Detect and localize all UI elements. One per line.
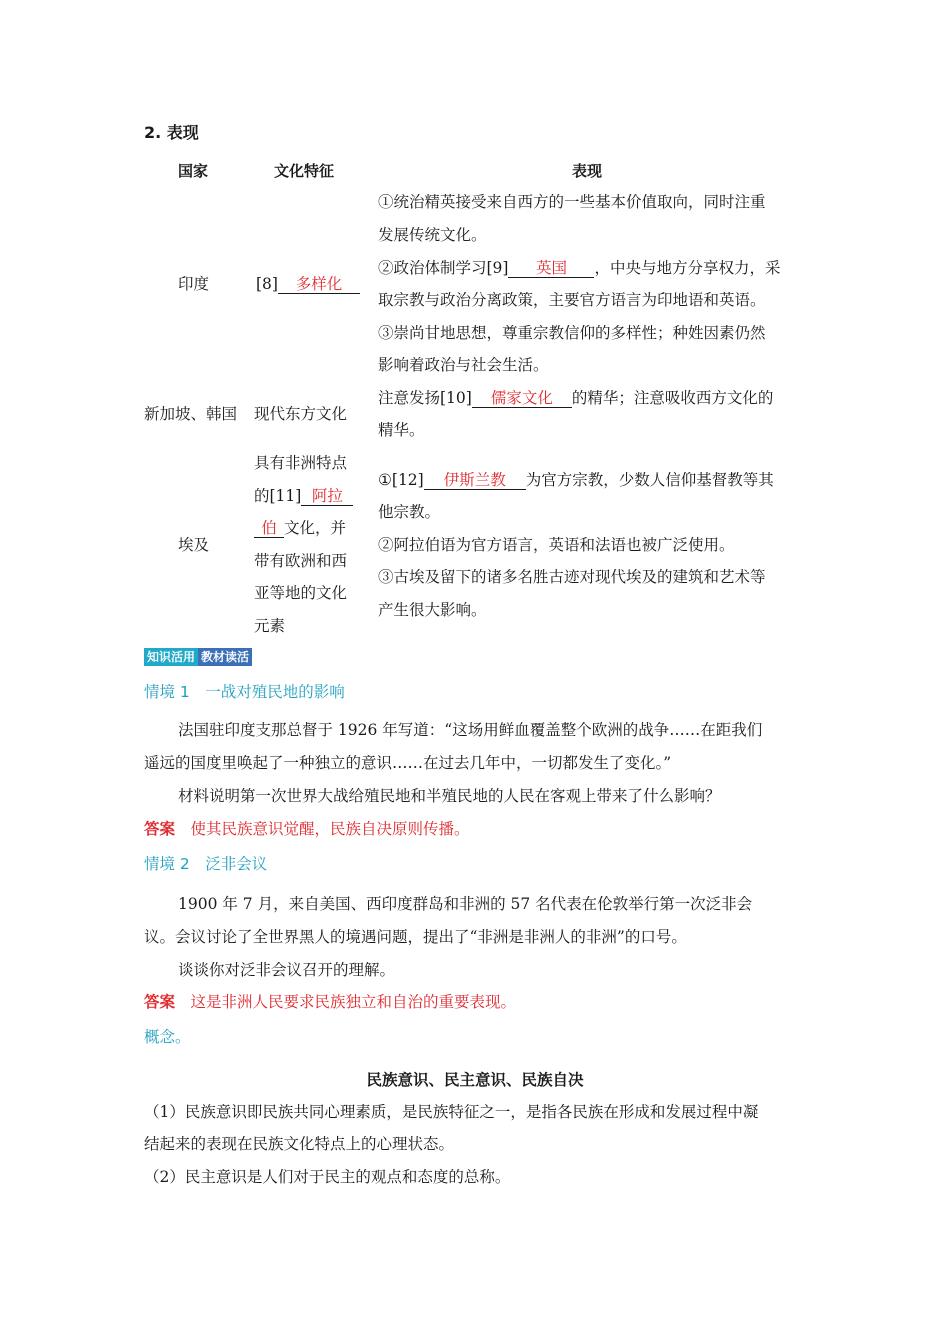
scene-1-question: 材料说明第一次世界大战给殖民地和半殖民地的人民在客观上带来了什么影响？ bbox=[178, 787, 721, 805]
country-singapore-korea: 新加坡、韩国 bbox=[144, 405, 238, 423]
india-line-2: 发展传统文化。 bbox=[378, 226, 487, 244]
country-egypt: 埃及 bbox=[178, 536, 210, 554]
scene-1-para-1: 法国驻印度支那总督于 1926 年写道：“这场用鲜血覆盖整个欧洲的战争……在距我们 bbox=[178, 721, 763, 739]
india-line-1: ①统治精英接受来自西方的一些基本价值取向，同时注重 bbox=[378, 193, 766, 211]
india-line-3: ②政治体制学习[9] 英国 ，中央与地方分享权力，采 bbox=[378, 259, 781, 277]
header-country: 国家 bbox=[178, 162, 209, 180]
answer-blank-11a: 阿拉 bbox=[301, 487, 353, 506]
egypt-feature-6: 元素 bbox=[254, 617, 286, 635]
scene-1-para-2: 遥远的国度里唤起了一种独立的意识……在过去几年中，一切都发生了变化。” bbox=[144, 754, 672, 772]
scene-2-para-2: 议。会议讨论了全世界黑人的境遇问题，提出了“非洲是非洲人的非洲”的口号。 bbox=[144, 928, 687, 946]
scene-1-answer: 答案 使其民族意识觉醒，民族自决原则传播。 bbox=[144, 820, 470, 838]
section-title: 2. 表现 bbox=[144, 123, 199, 142]
tag-right: 教材读活 bbox=[198, 648, 252, 666]
answer-blank-8: 多样化 bbox=[278, 275, 360, 294]
scene-2-title: 情境 2 泛非会议 bbox=[144, 855, 268, 873]
egypt-line-1: ①[12] 伊斯兰教 为官方宗教，少数人信仰基督教等其 bbox=[378, 471, 774, 489]
egypt-feature-5: 亚等地的文化 bbox=[254, 584, 348, 602]
scene-2-question: 谈谈你对泛非会议召开的理解。 bbox=[178, 961, 396, 979]
singapore-line-1: 注意发扬[10] 儒家文化 的精华；注意吸收西方文化的 bbox=[378, 389, 774, 407]
header-feature: 文化特征 bbox=[274, 162, 335, 180]
egypt-feature-2: 的[11] 阿拉 bbox=[254, 486, 353, 506]
feature-india: [8] 多样化 bbox=[256, 274, 360, 294]
tag-left: 知识活用 bbox=[144, 648, 198, 666]
answer-blank-9: 英国 bbox=[508, 259, 594, 278]
country-india: 印度 bbox=[178, 275, 210, 293]
egypt-feature-1: 具有非洲特点 bbox=[254, 454, 348, 472]
concept-para-3: （2）民主意识是人们对于民主的观点和态度的总称。 bbox=[144, 1168, 511, 1186]
scene-1-title: 情境 1 一战对殖民地的影响 bbox=[144, 683, 345, 701]
india-line-4: 取宗教与政治分离政策，主要官方语言为印地语和英语。 bbox=[378, 291, 766, 309]
concept-para-2: 结起来的表现在民族文化特点上的心理状态。 bbox=[144, 1135, 455, 1153]
concept-title: 民族意识、民主意识、民族自决 bbox=[366, 1071, 584, 1089]
answer-label: 答案 bbox=[144, 993, 176, 1011]
feature-singapore-korea: 现代东方文化 bbox=[254, 405, 348, 423]
knowledge-application-tag bbox=[144, 648, 252, 666]
egypt-line-3: ②阿拉伯语为官方语言，英语和法语也被广泛使用。 bbox=[378, 536, 735, 554]
egypt-line-4: ③古埃及留下的诸多名胜古迹对现代埃及的建筑和艺术等 bbox=[378, 568, 766, 586]
singapore-line-2: 精华。 bbox=[378, 421, 425, 439]
egypt-line-2: 他宗教。 bbox=[378, 503, 441, 521]
india-line-5: ③崇尚甘地思想，尊重宗教信仰的多样性；种姓因素仍然 bbox=[378, 324, 766, 342]
india-line-6: 影响着政治与社会生活。 bbox=[378, 356, 549, 374]
scene-2-answer: 答案 这是非洲人民要求民族独立和自治的重要表现。 bbox=[144, 993, 517, 1011]
concept-para-1: （1）民族意识即民族共同心理素质，是民族特征之一，是指各民族在形成和发展过程中凝 bbox=[144, 1103, 759, 1121]
egypt-feature-4: 带有欧洲和西 bbox=[254, 552, 348, 570]
concept-label: 概念。 bbox=[144, 1028, 191, 1046]
answer-blank-11b: 伯 bbox=[254, 519, 284, 538]
egypt-line-5: 产生很大影响。 bbox=[378, 601, 487, 619]
scene-2-para-1: 1900 年 7 月，来自美国、西印度群岛和非洲的 57 名代表在伦敦举行第一次泛非会 bbox=[178, 895, 753, 913]
answer-blank-10: 儒家文化 bbox=[472, 389, 572, 408]
answer-label: 答案 bbox=[144, 820, 176, 838]
answer-blank-12: 伊斯兰教 bbox=[424, 471, 526, 490]
header-performance: 表现 bbox=[572, 162, 603, 180]
egypt-feature-3: 伯 文化，并 bbox=[254, 518, 346, 538]
